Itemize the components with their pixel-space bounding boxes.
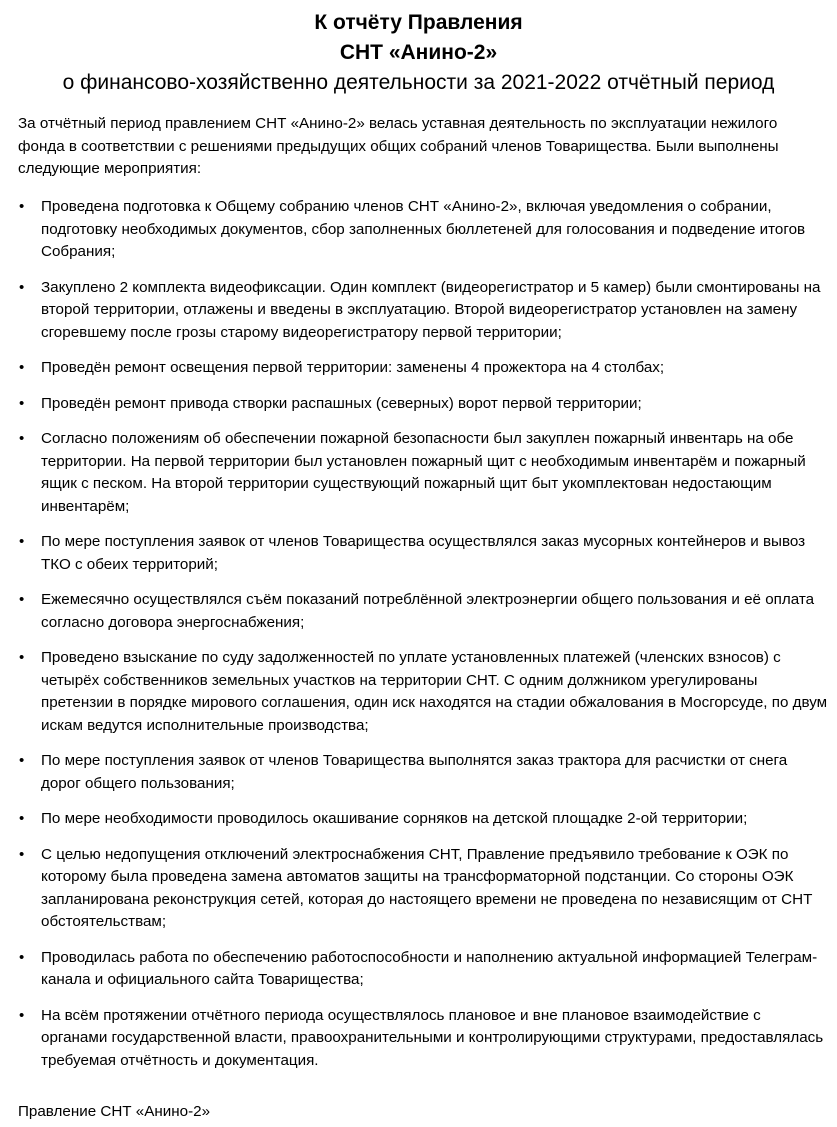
- bullet-icon: •: [19, 278, 25, 296]
- list-item-text: Ежемесячно осуществлялся съём показаний потреблённой электроэнергии общего пользования и её оплата согласно договора энергоснабжения;: [41, 591, 815, 631]
- list-item-text: По мере необходимости проводилось окашивание сорняков на детской площадке 2-ой территории;: [41, 810, 748, 828]
- bullet-icon: •: [19, 752, 25, 770]
- list-item-text: На всём протяжении отчётного периода осуществлялось плановое и вне плановое взаимодействие с органами государственной власти, правоохранительными и контролирующими структурами, предоставлялась требуемая отчётность и документация.: [41, 1006, 824, 1069]
- bullet-icon: •: [19, 948, 25, 966]
- list-item-text: Согласно положениям об обеспечении пожарной безопасности был закуплен пожарный инвентарь на обе территории. На первой территории был установлен пожарный щит с необходимым инвентарём и пожарный ящик с песком. На второй территории существующий пожарный щит быт укомплектован недостающим инвентарём;: [41, 429, 806, 515]
- list-item: [0, 393, 829, 416]
- list-item-text: Закуплено 2 комплекта видеофиксации. Один комплект (видеорегистратор и 5 камер) были смонтированы на второй территории, отлажены и введены в эксплуатацию. Второй видеорегистратор установлен на замену сгоревшему после грозы старому видеорегистратору первой территории;: [41, 278, 821, 341]
- bullet-icon: •: [19, 394, 25, 412]
- list-item: [0, 1005, 829, 1073]
- list-item: [0, 647, 829, 737]
- list-item: [0, 196, 829, 264]
- list-item-text: По мере поступления заявок от членов Товарищества выполнятся заказ трактора для расчистки от снега дорог общего пользования;: [41, 752, 788, 792]
- bullet-icon: •: [19, 649, 25, 667]
- bullet-icon: •: [19, 359, 25, 377]
- bullet-icon: •: [19, 591, 25, 609]
- header-title: К отчёту Правления: [314, 11, 523, 34]
- list-item: [0, 808, 829, 831]
- list-item: [0, 750, 829, 795]
- bullet-icon: •: [19, 198, 25, 215]
- list-item: [0, 947, 829, 992]
- bullet-icon: •: [19, 1006, 25, 1024]
- list-item-text: Проведён ремонт привода створки распашных (северных) ворот первой территории;: [41, 394, 642, 412]
- list-item-text: Проведён ремонт освещения первой территории: заменены 4 прожектора на 4 столбах;: [41, 359, 665, 377]
- list-item-text: Проводилась работа по обеспечению работоспособности и наполнению актуальной информацией Телеграм-канала и официального сайта Товарищества;: [41, 948, 818, 989]
- list-item-text: По мере поступления заявок от членов Товарищества осуществлялся заказ мусорных контейнеров и вывоз ТКО с обеих территорий;: [41, 533, 806, 573]
- document-header: [0, 8, 837, 98]
- activities-list: [0, 196, 837, 1085]
- list-item-text: Проведено взыскание по суду задолженностей по уплате установленных платежей (членских взносов) с четырёх собственников земельных участков на территории СНТ. С одним должником урегулированы претензии в порядке мирового соглашения, один иск находятся на стадии обжалования в Мосгорсуде, по двум искам ведутся исполнительные производства;: [41, 649, 828, 734]
- header-organization: СНТ «Анино-2»: [339, 41, 498, 64]
- header-subtitle: о финансово-хозяйственно деятельности за 2021-2022 отчётный период: [62, 71, 775, 94]
- signature: Правление СНТ «Анино-2»: [18, 1103, 211, 1120]
- list-item-text: С целью недопущения отключений электроснабжения СНТ, Правление предъявило требование к ОЭК по которому была проведена замена автоматов защиты на трансформаторной подстанции. Со стороны ОЭК запланирована реконструкция сетей, которая до настоящего времени не проведена по независящим от СНТ обстоятельствам;: [41, 845, 813, 931]
- bullet-icon: •: [19, 810, 25, 828]
- list-item: [0, 844, 829, 934]
- bullet-icon: •: [19, 533, 25, 551]
- list-item: [0, 531, 829, 576]
- list-item: [0, 277, 829, 345]
- list-item: [0, 428, 829, 518]
- intro-paragraph: За отчётный период правлением СНТ «Анино-2» велась уставная деятельность по эксплуатации нежилого фонда в соответствии с решениями предыдущих общих собраний членов Товарищества. Были выполнены следующие мероприятия:: [18, 115, 779, 178]
- bullet-icon: •: [19, 429, 25, 447]
- list-item-text: Проведена подготовка к Общему собранию членов СНТ «Анино-2», включая уведомления о собрании, подготовку необходимых документов, сбор заполненных бюллетеней для голосования и подведение итогов Собрания;: [41, 198, 806, 261]
- list-item: [0, 357, 829, 380]
- list-item: [0, 589, 829, 634]
- bullet-icon: •: [19, 845, 25, 863]
